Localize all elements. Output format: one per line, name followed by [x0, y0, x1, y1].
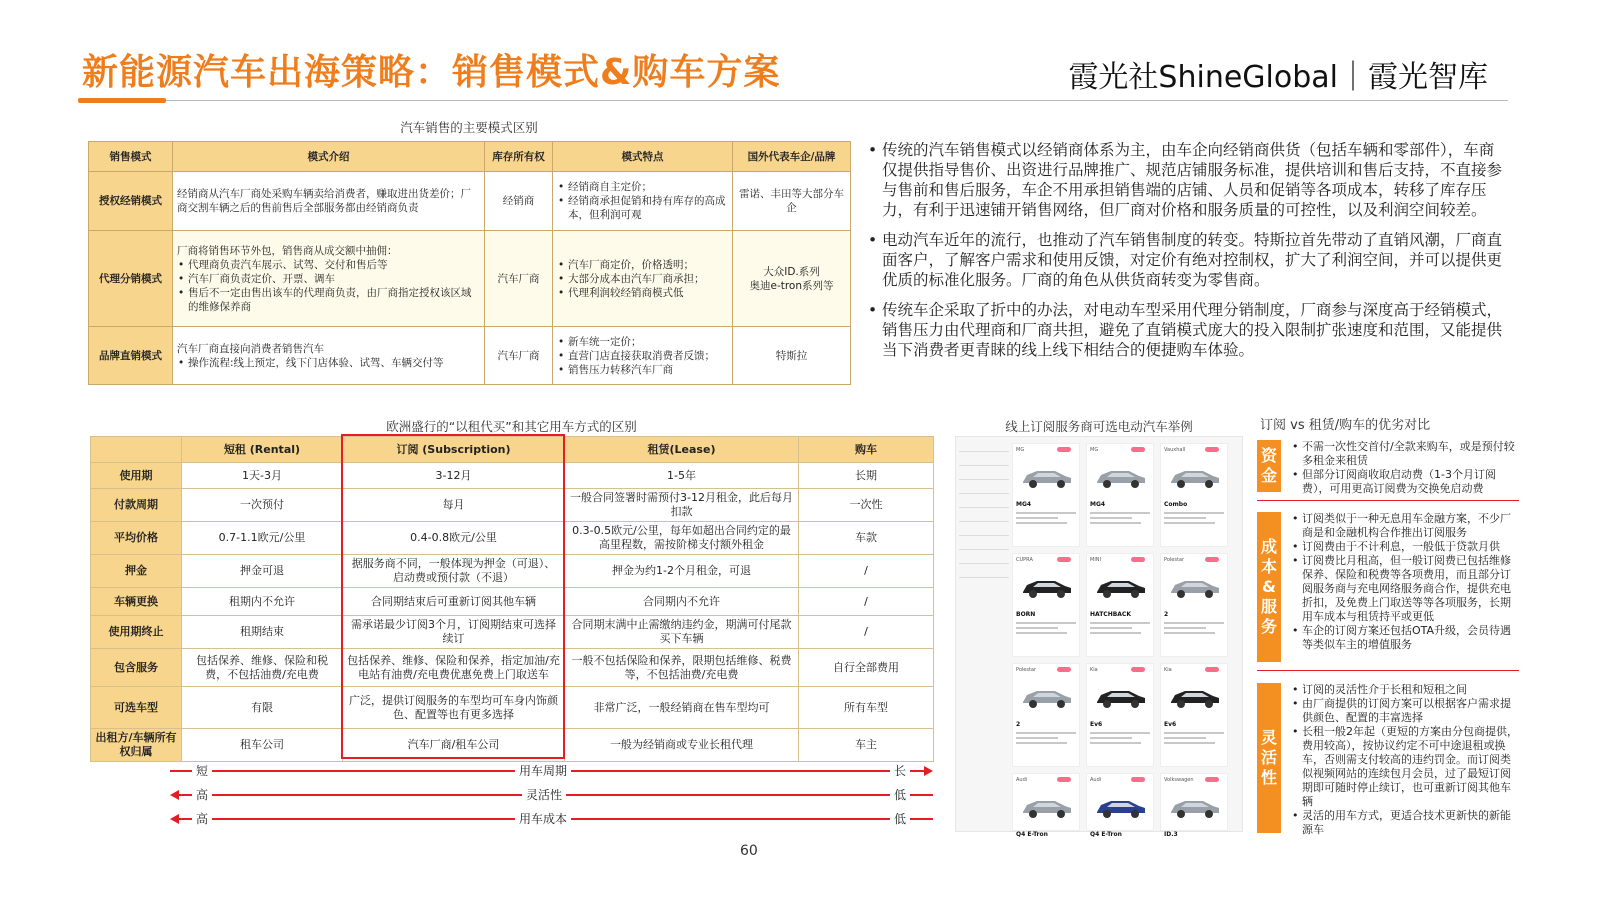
bullet-paragraph: • 传统的汽车销售模式以经销商体系为主，由车企向经销商供货（包括车辆和零部件），车商仅提供指导售价、出资进行品牌推广、规范店铺服务标准，提供培训和售后支持，不直接参与售前和售后服务，车企不用承担销售端的店铺、人员和促销等各项成本，转移了库存压力，有利于迅速铺开销售网络，但厂商对价格和服务质量的可控性，以及利润空间较差。: [868, 140, 1508, 220]
offer-badge: [1057, 777, 1071, 782]
arrow-right-icon: [924, 766, 933, 776]
table-cell: /: [799, 588, 934, 616]
list-item: • 代理利润较经销商模式低: [557, 286, 728, 300]
list-item: • 订阅费由于不计利息，一般低于贷款月供: [1291, 540, 1519, 554]
car-model: Combo: [1164, 501, 1188, 508]
subscription-site-screenshot: [955, 436, 1243, 838]
row-header: 车辆更换: [91, 588, 182, 616]
col-header: 租赁(Lease): [565, 437, 799, 463]
table-cell: [553, 172, 733, 231]
car-model: 2: [1164, 611, 1169, 618]
comparison-block: [1257, 512, 1519, 662]
scale-usage-period: [170, 762, 933, 780]
list-item: • 长租一般2年起（更短的方案由分包商提供，费用较高），按协议约定不可中途退租或换车，否则需支付较高的违约罚金。而订阅类似视频网站的连续包月会员，过了最短订阅期即可随时停止续订，也可重新订阅其他车辆: [1291, 725, 1519, 809]
row-header: 付款周期: [91, 489, 182, 522]
table-cell: 租车公司: [182, 729, 343, 762]
car-brand: Volkswagen: [1164, 777, 1194, 783]
row-header: 押金: [91, 555, 182, 588]
table-cell: 押金可退: [182, 555, 343, 588]
car-model: BORN: [1016, 611, 1036, 618]
car-card[interactable]: [1012, 773, 1080, 838]
scale-left-label: 高: [192, 810, 212, 827]
car-card[interactable]: [1086, 443, 1154, 547]
table-cell: 租期内不允许: [182, 588, 343, 616]
table-cell: 经销商从汽车厂商处采购车辆卖给消费者，赚取进出货差价；厂商交割车辆之后的售前售后全部服务都由经销商负责: [173, 172, 485, 231]
car-card[interactable]: [1012, 663, 1080, 767]
table-cell: 合同期内不允许: [565, 588, 799, 616]
table-cell: 包括保养、维修、保险和保养，指定加油/充电站有油费/充电费优惠免费上门取送车: [343, 649, 565, 687]
col-header: 模式介绍: [173, 142, 485, 172]
table-cell: 一般不包括保险和保养，限期包括维修、税费等，不包括油费/充电费: [565, 649, 799, 687]
list-item: • 操作流程:线上预定，线下门店体验、试驾、车辆交付等: [177, 356, 480, 370]
table-cell: [173, 327, 485, 385]
tag-char: 资: [1260, 446, 1277, 465]
tag-char: 务: [1260, 617, 1277, 636]
car-brand: Kia: [1164, 667, 1172, 673]
car-image-icon: [1019, 464, 1075, 490]
tag-char: 服: [1260, 597, 1277, 616]
table-cell: 0.3-0.5欧元/公里，每年如超出合同约定的最高里程数，需按阶梯支付额外租金: [565, 522, 799, 555]
table-cell: 包括保养、维修、保险和税费，不包括油费/充电费: [182, 649, 343, 687]
arrow-left-icon: [170, 814, 179, 824]
comparison-block: [1257, 683, 1519, 836]
list-item: • 售后不一定由售出该车的代理商负责，由厂商指定授权该区域的维修保养商: [177, 286, 480, 314]
table-cell: 0.7-1.1欧元/公里: [182, 522, 343, 555]
brand-logo: 霞光社ShineGlobal｜霞光智库: [1068, 60, 1488, 95]
table-cell: 车款: [799, 522, 934, 555]
scale-right-label: 低: [890, 786, 910, 803]
list-item: • 代理商负责汽车展示、试驾、交付和售后等: [177, 258, 480, 272]
tag-char: 性: [1260, 768, 1277, 787]
table-cell: 需承诺最少订阅3个月，订阅期结束可选择续订: [343, 616, 565, 649]
table-cell: [553, 327, 733, 385]
car-model: Ev6: [1164, 721, 1177, 728]
scale-center-label: 用车周期: [515, 762, 571, 779]
tag-char: 成: [1260, 537, 1277, 556]
list-item: • 订阅费比月租高，但一般订阅费已包括维修保养、保险和税费等各项费用，而且部分订阅服务商与充电网络服务商合作，提供充电折扣，及免费上门取送等等各项服务，长期用车成本与租赁持平或更低: [1291, 554, 1519, 624]
scale-right-label: 低: [890, 810, 910, 827]
list-item: • 灵活的用车方式，更适合技术更新快的新能源车: [1291, 809, 1519, 837]
scale-flexibility: [170, 786, 933, 804]
table-cell: 0.4-0.8欧元/公里: [343, 522, 565, 555]
car-model: ID.3: [1164, 831, 1178, 838]
tag-char: 金: [1260, 466, 1277, 485]
scale-left-label: 短: [192, 762, 212, 779]
list-item: • 直营门店直接获取消费者反馈；: [557, 349, 728, 363]
table-cell: 3-12月: [343, 463, 565, 489]
offer-badge: [1131, 447, 1145, 452]
col-header: 购车: [799, 437, 934, 463]
car-card[interactable]: [1160, 553, 1228, 657]
car-image-icon: [1019, 794, 1075, 820]
table-cell: 1天-3月: [182, 463, 343, 489]
arrow-left-icon: [170, 790, 179, 800]
car-brand: CUPRA: [1016, 557, 1033, 563]
car-model: Q4 E-Tron: [1016, 831, 1048, 838]
list-item: • 经销商自主定价；: [557, 180, 728, 194]
tag-char: &: [1262, 577, 1276, 596]
table-cell: 汽车厂商: [485, 231, 553, 327]
car-image-icon: [1019, 684, 1075, 710]
table-cell: 长期: [799, 463, 934, 489]
list-item: • 新车统一定价；: [557, 335, 728, 349]
car-card[interactable]: [1160, 443, 1228, 547]
car-brand: MG: [1016, 447, 1025, 453]
row-header: 平均价格: [91, 522, 182, 555]
block-tag: [1257, 683, 1281, 833]
car-card[interactable]: [1086, 553, 1154, 657]
table-cell: 所有车型: [799, 687, 934, 729]
block-divider: [1257, 500, 1519, 501]
table-cell: 大众ID.系列 奥迪e-tron系列等: [733, 231, 851, 327]
table-cell: 据服务商不同，一般体现为押金（可退）、启动费或预付款（不退）: [343, 555, 565, 588]
car-brand: MINI: [1090, 557, 1102, 563]
row-header: 授权经销模式: [89, 172, 173, 231]
page-title: 新能源汽车出海策略：销售模式&购车方案: [82, 52, 781, 93]
car-model: Ev6: [1090, 721, 1103, 728]
row-header: 使用期: [91, 463, 182, 489]
list-item: • 汽车厂商定价，价格透明；: [557, 258, 728, 272]
table-cell: /: [799, 616, 934, 649]
table-cell: [173, 231, 485, 327]
table-cell: 汽车厂商/租车公司: [343, 729, 565, 762]
screenshot-caption: 线上订阅服务商可选电动汽车举例: [1005, 419, 1193, 434]
offer-badge: [1205, 557, 1219, 562]
col-header: 订阅 (Subscription): [343, 437, 565, 463]
table-cell: 有限: [182, 687, 343, 729]
car-image-icon: [1167, 684, 1223, 710]
table-cell: 合同期末满中止需缴纳违约金，期满可付尾款买下车辆: [565, 616, 799, 649]
table-cell: 每月: [343, 489, 565, 522]
car-brand: Vauxhall: [1164, 447, 1186, 453]
table-cell: 一次性: [799, 489, 934, 522]
block-tag: [1257, 440, 1281, 492]
offer-badge: [1131, 557, 1145, 562]
car-image-icon: [1167, 574, 1223, 600]
table-cell: 一次预付: [182, 489, 343, 522]
list-item: • 订阅的灵活性介于长租和短租之间: [1291, 683, 1519, 697]
table2-caption: 欧洲盛行的“以租代买”和其它用车方式的区别: [386, 419, 637, 434]
car-brand: MG: [1090, 447, 1099, 453]
col-header: 库存所有权: [485, 142, 553, 172]
table-cell: 合同期结束后可重新订阅其他车辆: [343, 588, 565, 616]
list-item: • 订阅类似于一种无息用车金融方案，不少厂商是和金融机构合作推出订阅服务: [1291, 512, 1519, 540]
car-image-icon: [1019, 574, 1075, 600]
filter-sidebar: [959, 443, 1009, 599]
table-cell: 1-5年: [565, 463, 799, 489]
car-brand: Kia: [1090, 667, 1098, 673]
list-item: • 车企的订阅方案还包括OTA升级，会员待遇等类似车主的增值服务: [1291, 624, 1519, 652]
table-row: [89, 172, 851, 231]
row-header: 可选车型: [91, 687, 182, 729]
car-image-icon: [1093, 464, 1149, 490]
row-header: 出租方/车辆所有权归属: [91, 729, 182, 762]
list-item: • 不需一次性交首付/全款来购车，或是预付较多租金来租赁: [1291, 440, 1519, 468]
list-item: • 经销商承担促销和持有库存的高成本，但利润可观: [557, 194, 728, 222]
table-cell: 广泛，提供订阅服务的车型均可车身内饰颜色、配置等也有更多选择: [343, 687, 565, 729]
offer-badge: [1057, 447, 1071, 452]
offer-badge: [1131, 777, 1145, 782]
tag-char: 灵: [1260, 728, 1277, 747]
car-model: MG4: [1090, 501, 1106, 508]
page-number: 60: [740, 843, 758, 859]
table-row: [89, 327, 851, 385]
scale-center-label: 灵活性: [522, 786, 566, 803]
bullet-paragraph: • 传统车企采取了折中的办法，对电动车型采用代理分销制度，厂商参与深度高于经销模式，销售压力由代理商和厂商共担，避免了直销模式庞大的投入限制扩张速度和范围，又能提供当下消费者更青睐的线上线下相结合的便捷购车体验。: [868, 300, 1508, 360]
offer-badge: [1205, 447, 1219, 452]
cell-text: 汽车厂商直接向消费者销售汽车: [177, 342, 324, 355]
row-header: 品牌直销模式: [89, 327, 173, 385]
scale-left-label: 高: [192, 786, 212, 803]
table-cell: 一般合同签署时需预付3-12月租金，此后每月扣款: [565, 489, 799, 522]
car-image-icon: [1167, 794, 1223, 820]
table-cell: 特斯拉: [733, 327, 851, 385]
comparison-caption: 订阅 vs 租赁/购车的优劣对比: [1260, 418, 1431, 433]
table-cell: 雷诺、丰田等大部分车企: [733, 172, 851, 231]
car-image-icon: [1093, 794, 1149, 820]
cell-text: 厂商将销售环节外包，销售商从成交额中抽佣：: [177, 244, 398, 257]
car-brand: Polestar: [1164, 557, 1185, 563]
comparison-block: [1257, 440, 1519, 495]
title-divider: [78, 100, 1508, 101]
table-cell: 押金为约1-2个月租金，可退: [565, 555, 799, 588]
offer-badge: [1057, 557, 1071, 562]
table-cell: 租期结束: [182, 616, 343, 649]
bullet-paragraph: • 电动汽车近年的流行，也推动了汽车销售制度的转变。特斯拉首先带动了直销风潮，厂商直面客户，了解客户需求和使用反馈，对定价有绝对控制权，扩大了利润空间，并可以提供更优质的标准化服务。厂商的角色从供货商转变为零售商。: [868, 230, 1508, 290]
table-cell: 一般为经销商或专业长租代理: [565, 729, 799, 762]
car-card[interactable]: [1160, 773, 1228, 838]
table-cell: 经销商: [485, 172, 553, 231]
sales-mode-table: [88, 141, 851, 385]
scale-right-label: 长: [890, 762, 910, 779]
list-item: • 汽车厂商负责定价、开票、调车: [177, 272, 480, 286]
offer-badge: [1205, 667, 1219, 672]
table-cell: /: [799, 555, 934, 588]
car-model: HATCHBACK: [1090, 611, 1131, 618]
list-item: • 销售压力转移汽车厂商: [557, 363, 728, 377]
car-model: Q4 E-Tron: [1090, 831, 1122, 838]
table-cell: 车主: [799, 729, 934, 762]
table-row: [89, 231, 851, 327]
car-image-icon: [1167, 464, 1223, 490]
tag-char: 本: [1260, 557, 1277, 576]
car-image-icon: [1093, 684, 1149, 710]
car-card[interactable]: [1012, 553, 1080, 657]
offer-badge: [1131, 667, 1145, 672]
col-header: [91, 437, 182, 463]
car-brand: Polestar: [1016, 667, 1037, 673]
list-item: • 由厂商提供的订阅方案可以根据客户需求提供颜色、配置的丰富选择: [1291, 697, 1519, 725]
car-image-icon: [1093, 574, 1149, 600]
list-item: • 大部分成本由汽车厂商承担；: [557, 272, 728, 286]
table-cell: 汽车厂商: [485, 327, 553, 385]
car-card[interactable]: [1160, 663, 1228, 767]
car-card[interactable]: [1086, 663, 1154, 767]
scale-cost: [170, 810, 933, 828]
tag-char: 活: [1260, 748, 1277, 767]
title-accent-bar: [78, 98, 166, 103]
table1-caption: 汽车销售的主要模式区别: [400, 120, 538, 135]
scale-center-label: 用车成本: [515, 810, 571, 827]
table-cell: 自行全部费用: [799, 649, 934, 687]
table-cell: 非常广泛，一般经销商在售车型均可: [565, 687, 799, 729]
block-tag: [1257, 512, 1281, 662]
car-brand: Audi: [1016, 777, 1028, 783]
car-model: 2: [1016, 721, 1021, 728]
car-card[interactable]: [1086, 773, 1154, 838]
table-cell: [553, 231, 733, 327]
col-header: 国外代表车企/品牌: [733, 142, 851, 172]
car-card[interactable]: [1012, 443, 1080, 547]
row-header: 代理分销模式: [89, 231, 173, 327]
col-header: 模式特点: [553, 142, 733, 172]
offer-badge: [1205, 777, 1219, 782]
offer-badge: [1057, 667, 1071, 672]
car-brand: Audi: [1090, 777, 1102, 783]
subscription-highlight-box: [341, 434, 565, 759]
col-header: 短租 (Rental): [182, 437, 343, 463]
block-divider: [1257, 670, 1519, 671]
list-item: • 但部分订阅商收取启动费（1-3个月订阅费），可用更高订阅费为交换免启动费: [1291, 468, 1519, 496]
car-model: MG4: [1016, 501, 1032, 508]
row-header: 包含服务: [91, 649, 182, 687]
row-header: 使用期终止: [91, 616, 182, 649]
col-header: 销售模式: [89, 142, 173, 172]
analysis-bullets: [868, 140, 1508, 370]
